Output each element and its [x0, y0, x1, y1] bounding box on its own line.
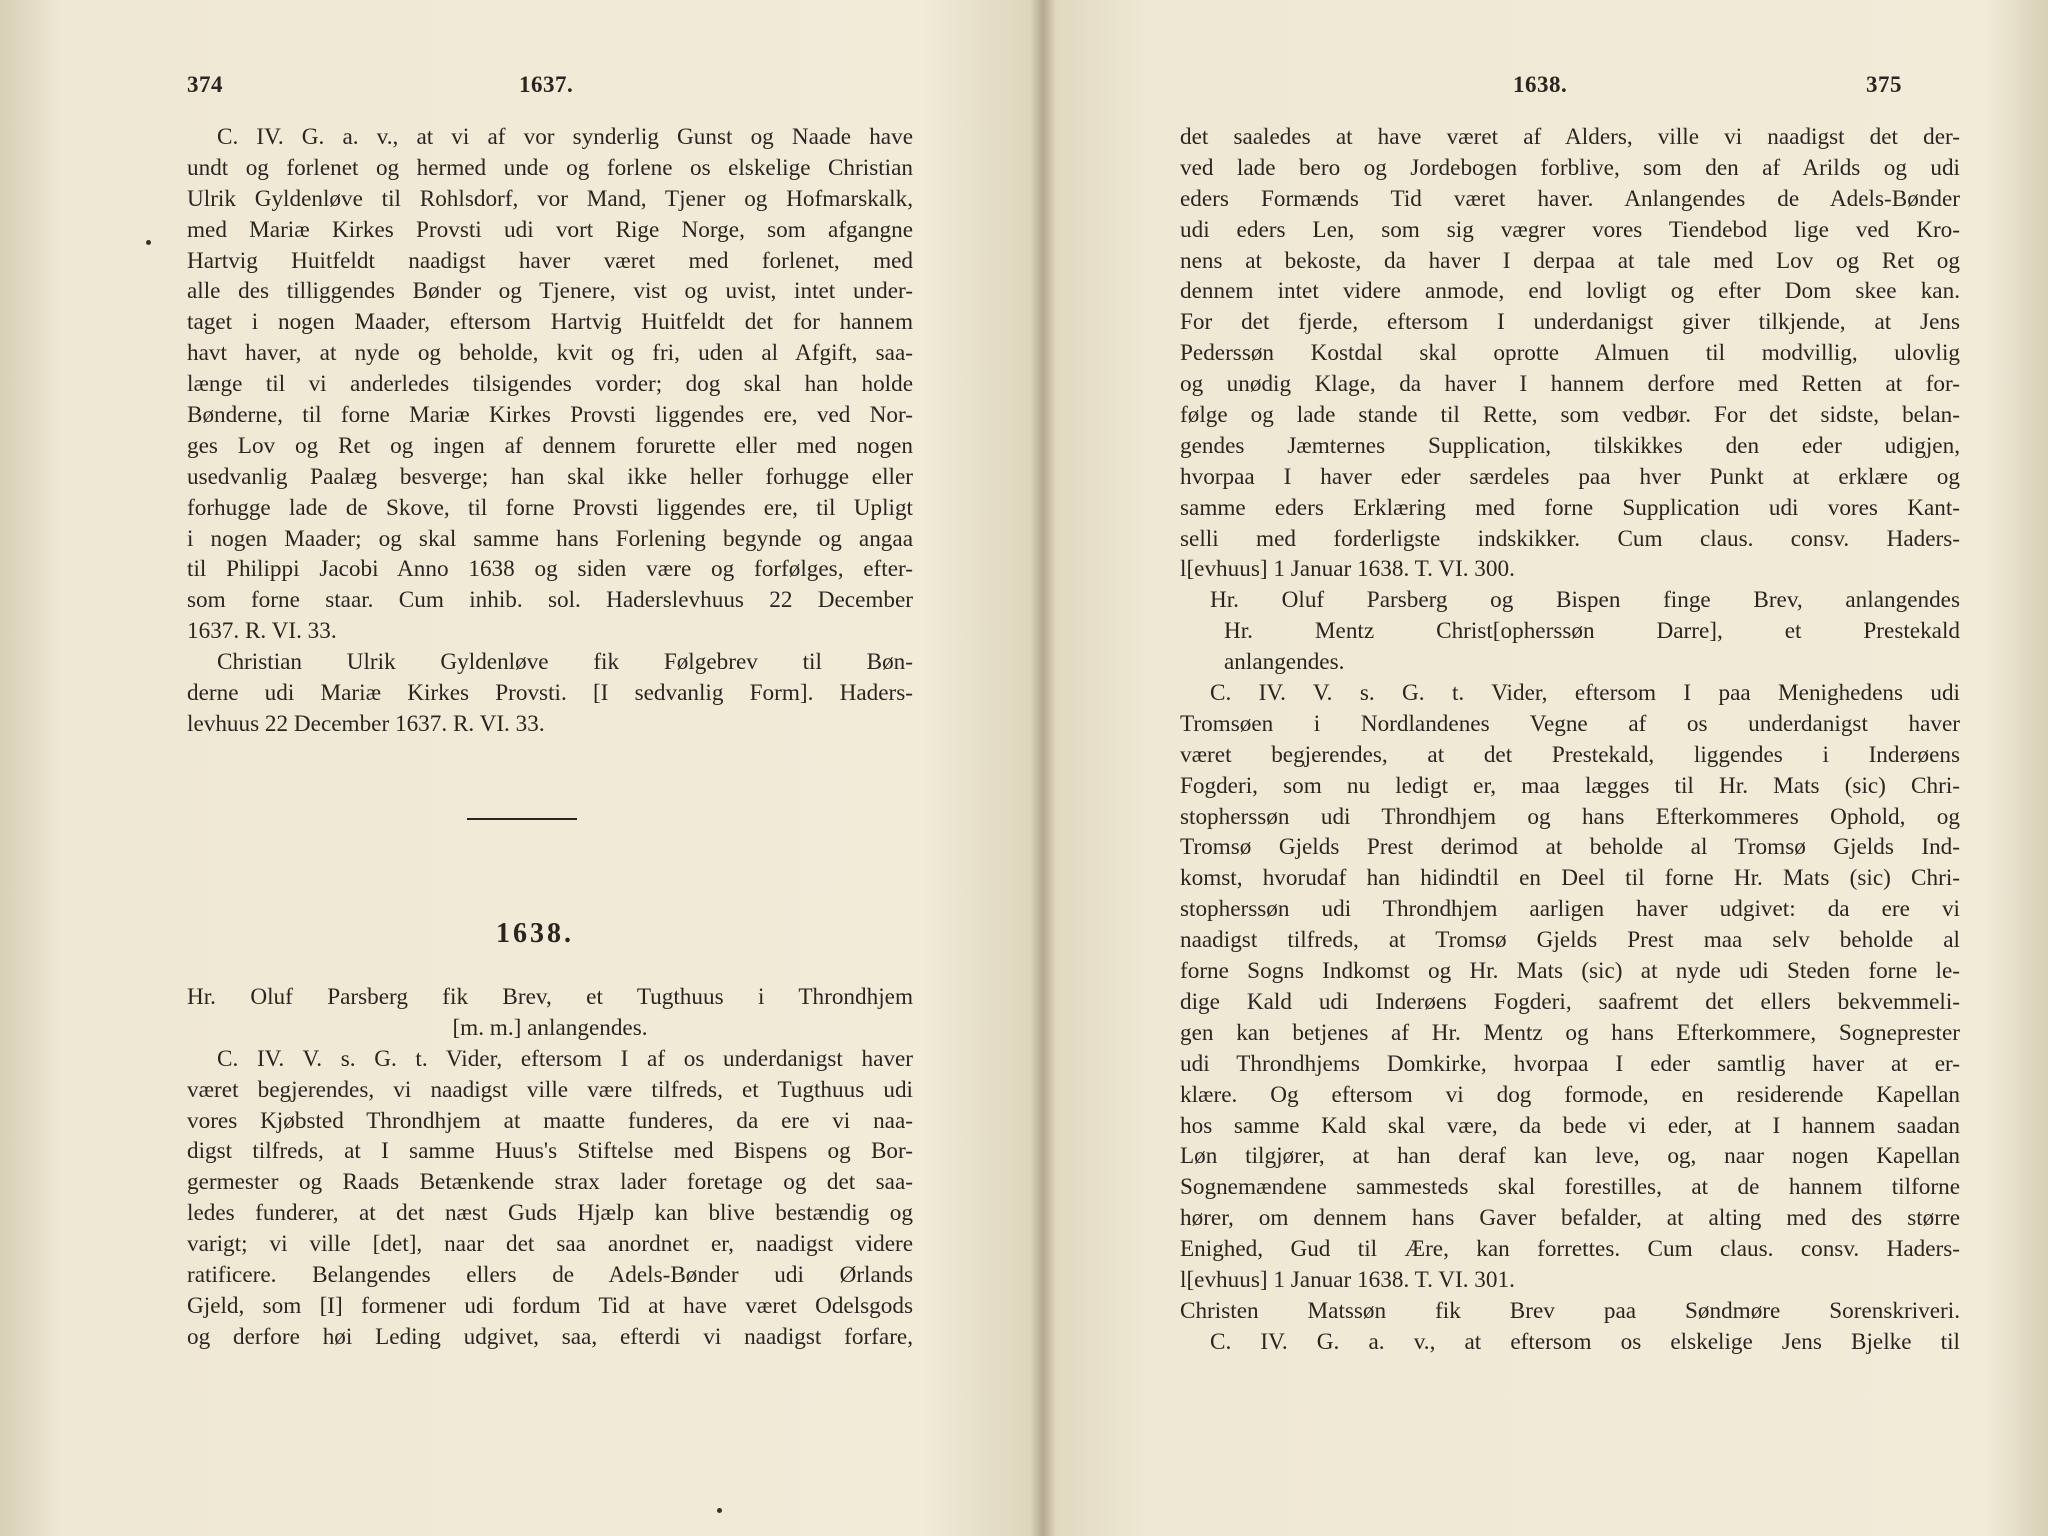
text-line: hører, om dennem hans Gaver befalder, at alting med des større	[1180, 1205, 1960, 1232]
text-line: med Mariæ Kirkes Provsti udi vort Rige Norge, som afgangne	[187, 216, 913, 243]
text-line: følge og lade stande til Rette, som vedbør. For det sidste, belan-	[1180, 402, 1960, 429]
text-line: selli med forderligste indskikker. Cum claus. consv. Haders-	[1180, 525, 1960, 552]
text-line: havt haver, at nyde og beholde, kvit og fri, uden al Afgift, saa-	[187, 340, 913, 367]
text-line: været begjerendes, vi naadigst ville være tilfreds, et Tugthuus udi	[187, 1076, 913, 1103]
ink-speck	[717, 1508, 722, 1513]
page-number: 374	[187, 72, 223, 97]
left-text-block-2	[187, 982, 913, 1353]
text-line: dige Kald udi Inderøens Fogderi, saafremt det ellers bekvemmeli-	[1180, 988, 1960, 1015]
text-line: For det fjerde, eftersom I underdanigst giver tilkjende, at Jens	[1180, 309, 1960, 336]
text-line: gendes Jæmternes Supplication, tilskikkes den eder udigjen,	[1180, 432, 1960, 459]
text-line: forne Sogns Indkomst og Hr. Mats (sic) at nyde udi Steden forne le-	[1180, 958, 1960, 985]
text-line: stopherssøn udi Throndhjem og hans Efterkommeres Ophold, og	[1180, 803, 1960, 830]
text-line: Hr. Oluf Parsberg og Bispen finge Brev, anlangendes	[1210, 587, 1960, 614]
text-line: Fogderi, som nu ledigt er, maa lægges til Hr. Mats (sic) Chri-	[1180, 772, 1960, 799]
text-line: Hartvig Huitfeldt naadigst haver været med forlenet, med	[187, 247, 913, 274]
text-line: undt og forlenet og hermed unde og forlene os elskelige Christian	[187, 154, 913, 181]
running-title: 1637.	[519, 72, 574, 97]
text-line: Hr. Mentz Christ[opherssøn Darre], et Prestekald	[1224, 618, 1960, 645]
page-number: 375	[1866, 72, 1902, 97]
text-line: komst, hvorudaf han hidindtil en Deel til forne Hr. Mats (sic) Chri-	[1180, 865, 1960, 892]
section-divider	[467, 818, 577, 820]
ink-speck	[146, 240, 151, 245]
year-heading: 1638.	[496, 918, 574, 949]
text-line: hvorpaa I haver eder særdeles paa hver Punkt at erklære og	[1180, 463, 1960, 490]
text-line: C. IV. G. a. v., at vi af vor synderlig Gunst og Naade have	[217, 124, 913, 150]
text-line: nens at bekoste, da haver I derpaa at tale med Lov og Ret og	[1180, 247, 1960, 274]
text-line: Christian Ulrik Gyldenløve fik Følgebrev til Bøn-	[217, 649, 913, 676]
text-line: C. IV. V. s. G. t. Vider, eftersom I af os underdanigst haver	[217, 1045, 913, 1072]
text-line: ratificere. Belangendes ellers de Adels-Bønder udi Ørlands	[187, 1262, 913, 1289]
text-line: vores Kjøbsted Throndhjem at maatte funderes, da ere vi naa-	[187, 1107, 913, 1134]
text-line: dennem intet videre anmode, end lovligt og efter Dom skee kan.	[1180, 278, 1960, 305]
text-line: eders Formænds Tid været haver. Anlangendes de Adels-Bønder	[1180, 185, 1960, 212]
text-line: Enighed, Gud til Ære, kan forrettes. Cum claus. consv. Haders-	[1180, 1236, 1960, 1263]
text-line: udi eders Len, som sig vægrer vores Tiendebod lige ved Kro-	[1180, 216, 1960, 243]
text-line: Sognemændene sammesteds skal forestilles, at de hannem tilforne	[1180, 1174, 1960, 1201]
text-line: udi Throndhjems Domkirke, hvorpaa I eder samtlig haver at er-	[1180, 1050, 1960, 1077]
text-line: ges Lov og Ret og ingen af dennem forurette eller med nogen	[187, 432, 913, 459]
text-line: Gjeld, som [I] formener udi fordum Tid at have været Odelsgods	[187, 1292, 913, 1319]
right-page	[1056, 0, 2048, 1536]
text-line: stopherssøn udi Throndhjem aarligen haver udgivet: da ere vi	[1180, 896, 1960, 923]
text-line: Tromsø Gjelds Prest derimod at beholde al Tromsø Gjelds Ind-	[1180, 834, 1960, 861]
text-line: Løn tilgjører, at han deraf kan leve, og, naar nogen Kapellan	[1180, 1143, 1960, 1170]
text-line: naadigst tilfreds, at Tromsø Gjelds Prest maa selv beholde al	[1180, 927, 1960, 954]
text-line: Christen Matssøn fik Brev paa Søndmøre Sorenskriveri.	[1180, 1297, 1960, 1324]
text-line: C. IV. G. a. v., at eftersom os elskelige Jens Bjelke til	[1210, 1328, 1960, 1355]
text-line: derne udi Mariæ Kirkes Provsti. [I sedvanlig Form]. Haders-	[187, 680, 913, 707]
right-text-block	[1180, 122, 1960, 1358]
text-line: til Philippi Jacobi Anno 1638 og siden være og forfølges, efter-	[187, 556, 913, 583]
text-line: som forne staar. Cum inhib. sol. Haderslevhuus 22 December	[187, 587, 913, 614]
text-line: C. IV. V. s. G. t. Vider, eftersom I paa Menighedens udi	[1210, 680, 1960, 707]
text-line: samme eders Erklæring med forne Supplication udi vores Kant-	[1180, 494, 1960, 521]
left-text-block-1	[187, 122, 913, 740]
text-line: varigt; vi ville [det], naar det saa anordnet er, naadigst videre	[187, 1231, 913, 1258]
text-line: levhuus 22 December 1637. R. VI. 33.	[187, 710, 545, 737]
book-gutter	[1030, 0, 1056, 1536]
text-line: digst tilfreds, at I samme Huus's Stiftelse med Bispens og Bor-	[187, 1138, 913, 1165]
text-line: Ulrik Gyldenløve til Rohlsdorf, vor Mand, Tjener og Hofmarskalk,	[187, 185, 913, 212]
text-line: været begjerendes, at det Prestekald, liggendes i Inderøens	[1180, 741, 1960, 768]
text-line: l[evhuus] 1 Januar 1638. T. VI. 301.	[1180, 1266, 1515, 1293]
text-line: Pederssøn Kostdal skal oprotte Almuen til modvillig, ulovlig	[1180, 340, 1960, 367]
text-line: usedvanlig Paalæg besverge; han skal ikke heller forhugge eller	[187, 463, 913, 490]
text-line: klære. Og eftersom vi dog formode, en residerende Kapellan	[1180, 1081, 1960, 1108]
text-line: taget i nogen Maader, eftersom Hartvig Huitfeldt det for hannem	[187, 309, 913, 336]
text-line: og unødig Klage, da haver I hannem derfore med Retten at for-	[1180, 371, 1960, 398]
text-line: i nogen Maader; og skal samme hans Forlening begynde og angaa	[187, 525, 913, 552]
text-line: [m. m.] anlangendes.	[452, 1014, 648, 1041]
text-line: Tromsøen i Nordlandenes Vegne af os underdanigst haver	[1180, 710, 1960, 737]
text-line: det saaledes at have været af Alders, ville vi naadigst det der-	[1180, 124, 1960, 150]
text-line: alle des tilliggendes Bønder og Tjenere, vist og uvist, intet under-	[187, 278, 913, 305]
text-line: Bønderne, til forne Mariæ Kirkes Provsti liggendes ere, ved Nor-	[187, 402, 913, 429]
text-line: længe til vi anderledes tilsigendes vorder; dog skal han holde	[187, 371, 913, 398]
text-line: germester og Raads Betænkende strax lader foretage og det saa-	[187, 1169, 913, 1196]
text-line: ved lade bero og Jordebogen forblive, som den af Arilds og udi	[1180, 154, 1960, 181]
text-line: forhugge lade de Skove, til forne Provsti liggendes ere, til Upligt	[187, 494, 913, 521]
text-line: gen kan betjenes af Hr. Mentz og hans Efterkommere, Sogneprester	[1180, 1019, 1960, 1046]
text-line: l[evhuus] 1 Januar 1638. T. VI. 300.	[1180, 556, 1515, 583]
text-line: ledes funderer, at det næst Guds Hjælp kan blive bestændig og	[187, 1200, 913, 1227]
text-line: 1637. R. VI. 33.	[187, 618, 337, 645]
running-title: 1638.	[1513, 72, 1568, 97]
text-line: og derfore høi Leding udgivet, saa, efterdi vi naadigst forfare,	[187, 1323, 913, 1350]
text-line: Hr. Oluf Parsberg fik Brev, et Tugthuus i Throndhjem	[187, 984, 913, 1010]
text-line: hos samme Kald skal være, da bede vi eder, at I hannem saadan	[1180, 1112, 1960, 1139]
text-line: anlangendes.	[1224, 649, 1345, 676]
